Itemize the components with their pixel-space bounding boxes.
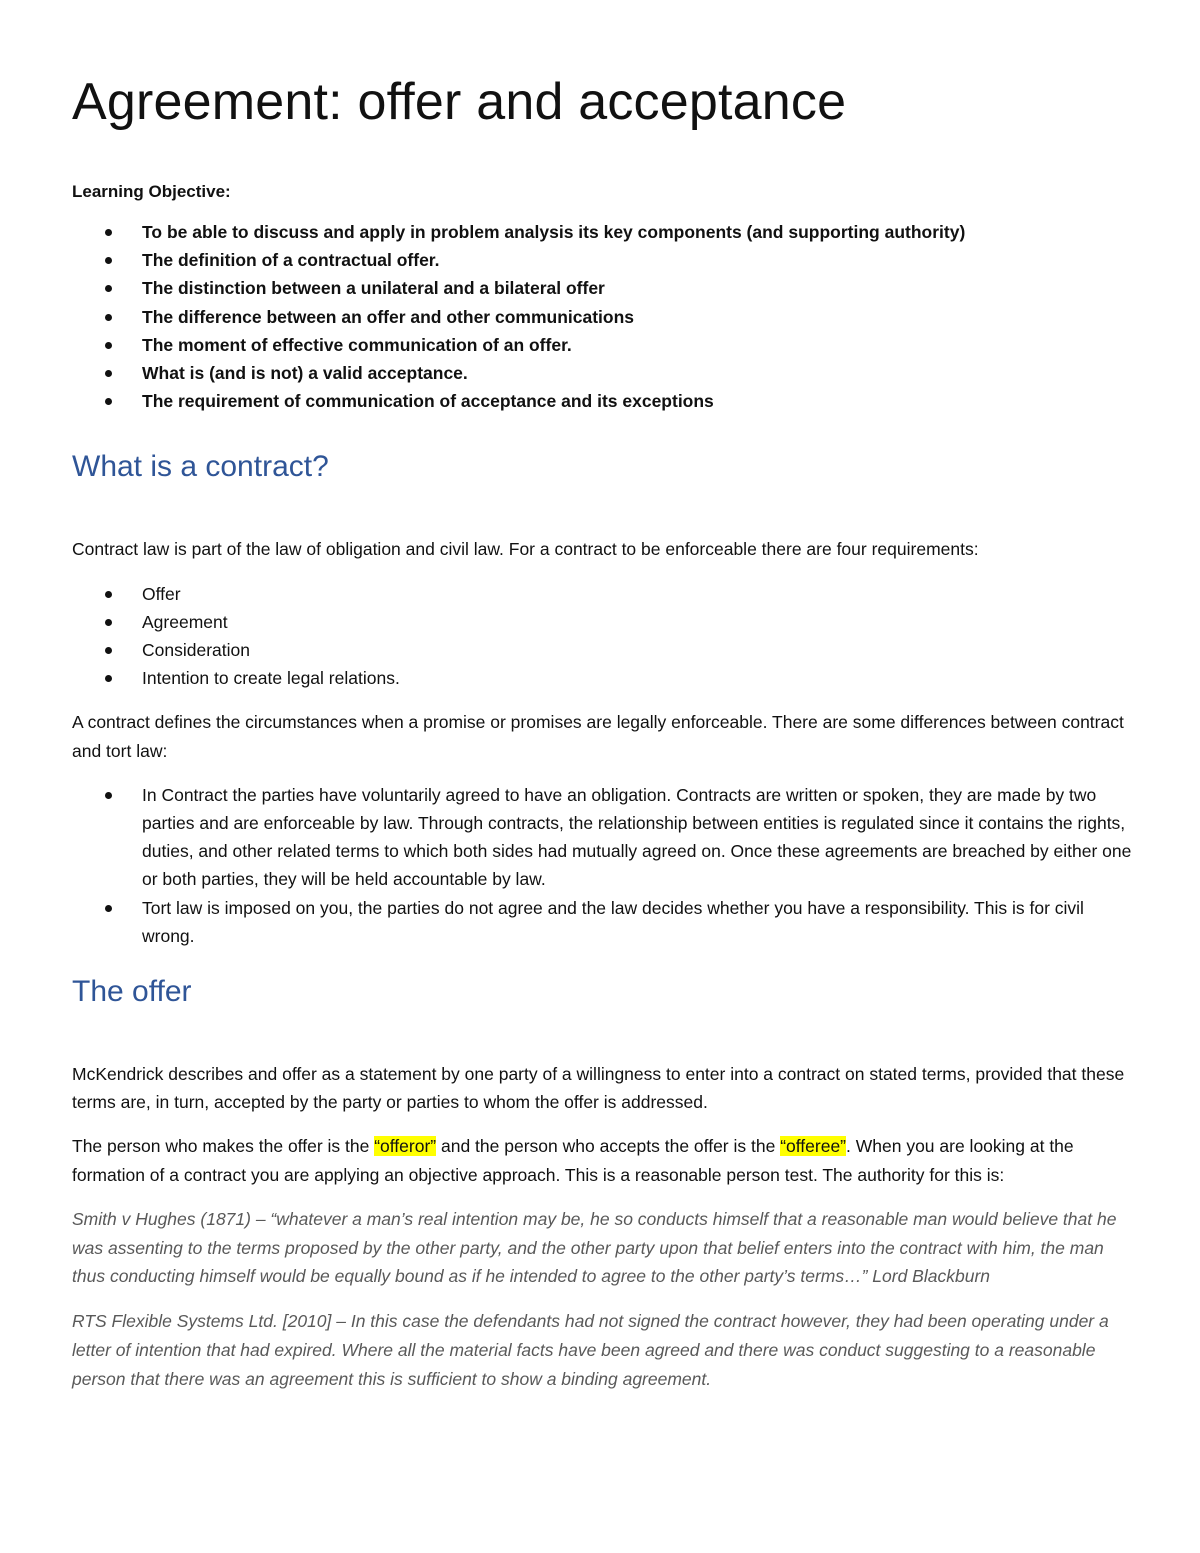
offeror-offeree-paragraph: The person who makes the offer is the “offeror” and the person who accepts the offer is the “offeree”. When you are looking at the formation of a contract you are applying an objective approach. This is a reasonable person test. The authority for this is: [72, 1136, 1074, 1185]
case-rts-flexible-systems: RTS Flexible Systems Ltd. [2010] – In this case the defendants had not signed the contract however, they had been operating under a letter of intention that had expired. Where all the material facts have been agreed and there was conduct suggesting to a reasonable person that there was an agreement this is sufficient to show a binding agreement. [72, 1311, 1109, 1389]
document-page [72, 70, 1132, 1394]
list-item: The distinction between a unilateral and a bilateral offer [72, 274, 1132, 302]
list-item: To be able to discuss and apply in problem analysis its key components (and supporting authority) [72, 218, 1132, 246]
bullet-icon [105, 675, 112, 682]
bullet-icon [105, 619, 112, 626]
bullet-icon [105, 591, 112, 598]
case-smith-v-hughes: Smith v Hughes (1871) – “whatever a man’s real intention may be, he so conducts himself that a reasonable man would believe that he was assenting to the terms proposed by the other party, and the other party upon that belief enters into the contract with him, the man thus conducting himself would be equally bound as if he intended to agree to the other party’s terms…” Lord Blackburn [72, 1208, 1117, 1287]
list-item: Consideration [72, 636, 1132, 664]
contract-definition-paragraph: A contract defines the circumstances when a promise or promises are legally enforceable. There are some differences between contract and tort law: [72, 712, 1124, 761]
bullet-icon [105, 905, 112, 912]
bullet-icon [105, 342, 112, 349]
list-item: The definition of a contractual offer. [72, 246, 1132, 274]
bullet-icon [105, 792, 112, 799]
bullet-icon [105, 647, 112, 654]
bullet-icon [105, 370, 112, 377]
learning-objective-label: Learning Objective: [72, 182, 231, 201]
contract-intro: Contract law is part of the law of obligation and civil law. For a contract to be enforceable there are four requirements: [72, 539, 979, 560]
list-item: The difference between an offer and other communications [72, 303, 1132, 331]
bullet-icon [105, 398, 112, 405]
bullet-icon [105, 285, 112, 292]
learning-objectives-list [72, 218, 1132, 415]
list-item: Tort law is imposed on you, the parties do not agree and the law decides whether you have a responsibility. This is for civil wrong. [72, 894, 1132, 950]
bullet-icon [105, 229, 112, 236]
list-item: The requirement of communication of acceptance and its exceptions [72, 387, 1132, 415]
section-heading-contract: What is a contract? [72, 450, 329, 484]
list-item: In Contract the parties have voluntarily agreed to have an obligation. Contracts are written or spoken, they are made by two parties and are enforceable by law. Through contracts, the relationship between entities is regulated since it contains the rights, duties, and other related terms to which both sides had mutually agreed on. Once these agreements are breached by either one or both parties, they will be held accountable by law. [72, 781, 1132, 894]
page-title: Agreement: offer and acceptance [72, 73, 847, 131]
bullet-icon [105, 257, 112, 264]
list-item: What is (and is not) a valid acceptance. [72, 359, 1132, 387]
bullet-icon [105, 314, 112, 321]
list-item: Offer [72, 580, 1132, 608]
offer-definition-paragraph: McKendrick describes and offer as a statement by one party of a willingness to enter into a contract on stated terms, provided that these terms are, in turn, accepted by the party or parties to whom the offer is addressed. [72, 1064, 1125, 1113]
differences-list [72, 781, 1132, 950]
offeror-highlight: “offeror” [374, 1136, 437, 1157]
list-item: Agreement [72, 608, 1132, 636]
list-item: Intention to create legal relations. [72, 664, 1132, 692]
section-heading-offer: The offer [72, 975, 192, 1009]
requirements-list [72, 580, 1132, 693]
list-item: The moment of effective communication of an offer. [72, 331, 1132, 359]
offeree-highlight: “offeree” [780, 1136, 847, 1157]
